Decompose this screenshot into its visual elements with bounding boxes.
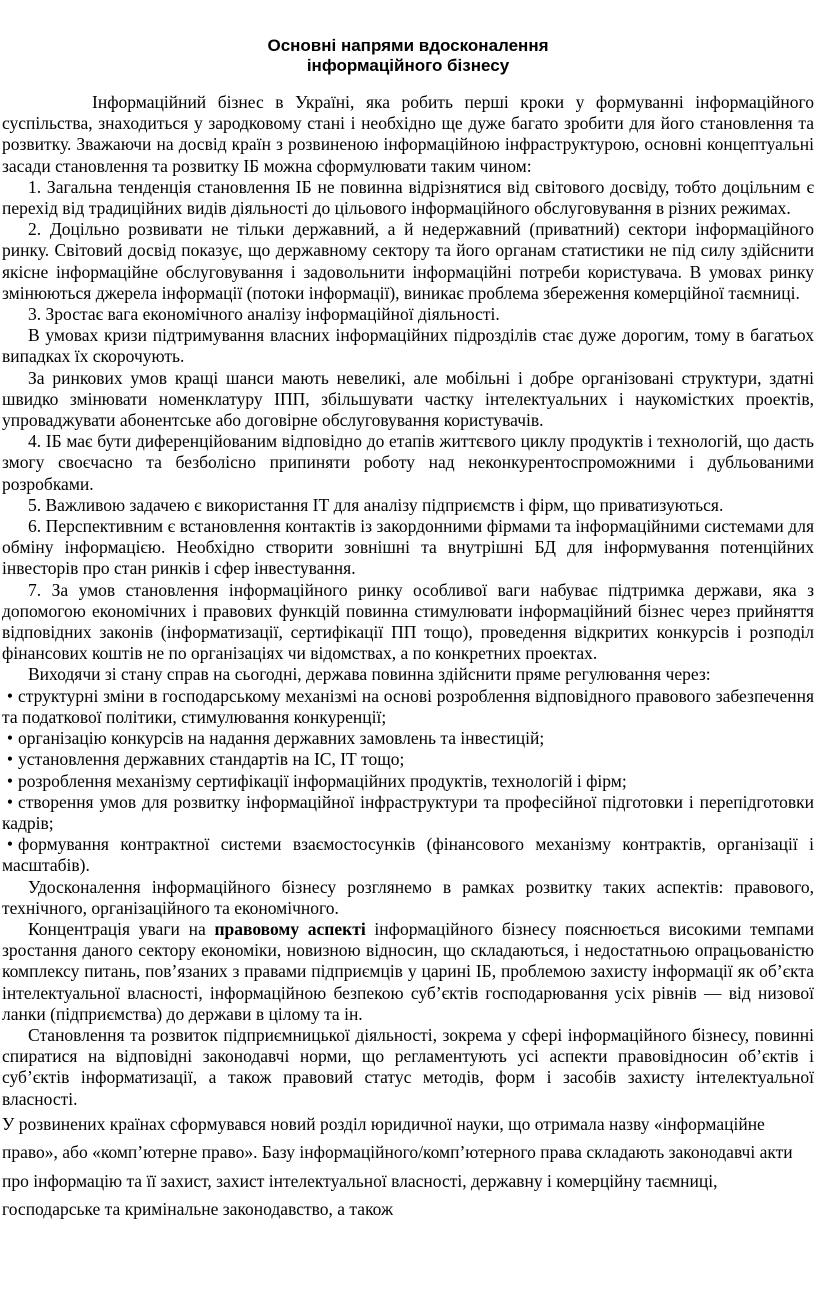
intro-paragraph: Інформаційний бізнес в Україні, яка робить перші кроки у формуванні інформаційного суспільства, знаходиться у зародковому стані і необхідно ще дуже багато зробити для його становлення та розвитку. Зважаючи на досвід країн з розвиненою інформаційною інфраструктурою, основні концептуальні засади становлення та розвитку ІБ можна сформулювати таким чином: bbox=[2, 92, 814, 176]
paragraph-item-3: 3. Зростає вага економічного аналізу інформаційної діяльності. bbox=[28, 304, 500, 325]
bullet-text: створення умов для розвитку інформаційної інфраструктури та професійної підготовки і перепідготовки кадрів; bbox=[2, 791, 814, 833]
bullet-item bbox=[2, 771, 814, 792]
bullet-item bbox=[2, 728, 814, 749]
paragraph-formation: Становлення та розвиток підприємницької діяльності, зокрема у сфері інформаційного бізнесу, повинні спиратися на відповідні законодавчі норми, що регламентують усі аспекти правовідносин об’єктів і суб’єктів інформатизації, а також правовий статус методів, форм і засобів захисту інтелектуальної власності. bbox=[2, 1024, 814, 1109]
paragraph-information-law: У розвинених країнах сформувався новий розділ юридичної науки, що отримала назву «інформаційне право», або «комп’ютерне право». Базу інформаційного/комп’ютерного права складають законодавчі акти про інформацію та її захист, захист інтелектуальної власності, державну і комерційну таємниці, господарське та кримінальне законодавство, а також bbox=[2, 1113, 793, 1220]
paragraph-item-4: 4. ІБ має бути диференційованим відповідно до етапів життєвого циклу продуктів і технологій, що дасть змогу своєчасно та безболісно припиняти роботу над неконкурентоспроможними і дубльованими розробками. bbox=[2, 431, 814, 494]
paragraph-crisis: В умовах кризи підтримування власних інформаційних підрозділів стає дуже дорогим, тому в багатьох випадках їх скорочують. bbox=[2, 325, 814, 367]
paragraph-item-2: 2. Доцільно розвивати не тільки державний, а й недержавний (приватний) сектори інформаційного ринку. Світовий досвід показує, що державному сектору та його органам статистики не під силу здійснити якісне інформаційне обслуговування і задовольнити інформаційні потреби користувача. В умовах ринку змінюються джерела інформації (потоки інформації), виникає проблема збереження комерційної таємниці. bbox=[2, 219, 814, 303]
bullet-icon: • bbox=[6, 685, 14, 706]
page-title bbox=[0, 36, 816, 76]
body-text bbox=[2, 92, 814, 1224]
title-line-1: Основні напрями вдосконалення bbox=[267, 36, 549, 55]
paragraph-market: За ринкових умов кращі шанси мають невеликі, але мобільні і добре організовані структури, здатні швидко змінювати номенклатуру ІПП, збільшувати частку інтелектуальних і наукомістких проектів, упроваджувати абонентське або договірне обслуговування користувачів. bbox=[2, 367, 814, 431]
bullet-text: установлення державних стандартів на ІС, ІТ тощо; bbox=[18, 749, 405, 770]
bullet-icon: • bbox=[6, 834, 14, 855]
bullet-icon: • bbox=[6, 749, 14, 770]
bullet-text: структурні зміни в господарському механізмі на основі розроблення відповідного правового забезпечення та податкової політики, стимулювання конкуренції; bbox=[2, 685, 814, 727]
title-line-2: інформаційного бізнесу bbox=[306, 56, 510, 75]
bullet-item bbox=[2, 686, 814, 728]
paragraph-item-6: 6. Перспективним є встановлення контактів із закордонними фірмами та інформаційними системами для обміну інформацією. Необхідно створити зовнішні та внутрішні БД для інформування потенційних інвесторів про стан ринків і сфер інвестування. bbox=[2, 516, 814, 579]
bullet-item bbox=[2, 749, 814, 770]
paragraph-legal-aspect bbox=[2, 919, 814, 1025]
bullet-item bbox=[2, 792, 814, 834]
legal-aspect-emphasis: правовому аспекті bbox=[214, 918, 366, 939]
bullet-text: розроблення механізму сертифікації інформаційних продуктів, технологій і фірм; bbox=[18, 770, 627, 791]
paragraph-state-regulation: Виходячи зі стану справ на сьогодні, держава повинна здійснити пряме регулювання через: bbox=[28, 664, 711, 685]
paragraph-item-7: 7. За умов становлення інформаційного ринку особливої ваги набуває підтримка держави, яка з допомогою економічних і правових функцій повинна стимулювати інформаційний бізнес через прийняття відповідних законів (інформатизації, сертифікації ПП тощо), проведення відкритих конкурсів і розподіл фінансових коштів не по організаціях чи відомствах, а по конкретних проектах. bbox=[2, 579, 814, 664]
legal-aspect-rest: інформаційного бізнесу пояснюється високими темпами зростання даного сектору економіки, новизною відносин, що складаються, і недостатньою опрацьованістю комплексу питань, пов’язаних з правами підприємців у царині ІБ, проблемою захисту інформації як об’єкта інтелектуальної власності, інформаційною безпекою суб’єктів господарювання усіх рівнів — від низової ланки (підприємства) до держави в цілому та ін. bbox=[2, 918, 815, 1024]
bullet-item bbox=[2, 834, 814, 876]
bullet-icon: • bbox=[6, 770, 14, 791]
paragraph-item-5: 5. Важливою задачею є використання ІТ для аналізу підприємств і фірм, що приватизуються. bbox=[28, 494, 724, 515]
paragraph-aspects: Удосконалення інформаційного бізнесу розглянемо в рамках розвитку таких аспектів: правового, технічного, організаційного та економічного. bbox=[2, 876, 814, 918]
paragraph-item-1: 1. Загальна тенденція становлення ІБ не повинна відрізнятися від світового досвіду, тобто доцільним є перехід від традиційних видів діяльності до цільового інформаційного обслуговування в різних режимах. bbox=[2, 176, 814, 219]
legal-aspect-lead: Концентрація уваги на bbox=[28, 918, 215, 939]
bullet-text: формування контрактної системи взаємостосунків (фінансового механізму контрактів, організації і масштабів). bbox=[2, 834, 814, 876]
bullet-icon: • bbox=[6, 728, 14, 749]
bullet-icon: • bbox=[6, 791, 14, 812]
bullet-text: організацію конкурсів на надання державних замовлень та інвестицій; bbox=[18, 728, 545, 749]
